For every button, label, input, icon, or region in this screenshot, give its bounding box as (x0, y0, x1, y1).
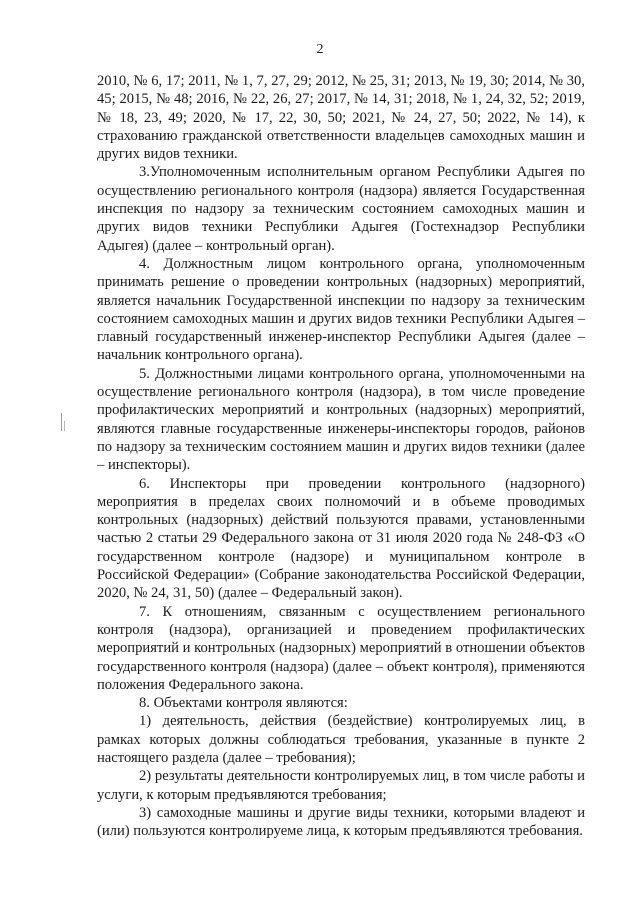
paragraph-4-official: 4. Должностным лицом контрольного органа, уполномоченным принимать решение о проведении контрольных (надзорных) мероприятий, является начальник Государственной инспекции по надзору за техническим состоянием самоходных машин и других видов техники Республики Адыгея – главный государственный инженер-инспектор Республики Адыгея (далее – начальник контрольного органа). (97, 255, 585, 364)
list-item-1: 1) деятельность, действия (бездействие) контролируемых лиц, в рамках которых должны соблюдаться требования, указанные в пункте 2 настоящего раздела (далее – требования); (97, 713, 585, 766)
list-item-2: 2) результаты деятельности контролируемых лиц, в том числе работы и услуги, к которым предъявляются требования; (97, 768, 585, 803)
paragraph-6-inspectors: 6. Инспекторы при проведении контрольного (надзорного) мероприятия в пределах своих полномочий и в объеме проводимых контрольных (надзорных) действий пользуются правами, установленными частью 2 статьи 29 Федерального закона от 31 июля 2020 года № 248-ФЗ «О государственном контроле (надзоре) и муниципальном контроле в Российской Федерации» (Собрание законодательства Российской Федерации, 2020, № 24, 31, 50) (далее – Федеральный закон). (97, 475, 585, 602)
paragraph-continuation: 2010, № 6, 17; 2011, № 1, 7, 27, 29; 2012, № 25, 31; 2013, № 19, 30; 2014, № 30, 45; 2015, № 48; 2016, № 22, 26, 27; 2017, № 14, 31; 2018, № 1, 24, 32, 52; 2019, № 18, 23, 49; 2020, № 17, 22, 30, 50; 2021, № 24, 27, 50; 2022, № 14), к страхованию гражданской ответственности владельцев самоходных машин и других видов техники. (97, 73, 585, 163)
page-number: 2 (316, 42, 324, 57)
paragraph-3-authorized-body: 3.Уполномоченным исполнительным органом Республики Адыгея по осуществлению регионального контроля (надзора) является Государственная инспекция по надзору за техническим состоянием самоходных машин и других видов техники Республики Адыгея (Гостехнадзор Республики Адыгея) (далее – контрольный орган). (97, 164, 585, 254)
paragraph-5-officials: 5. Должностными лицами контрольного органа, уполномоченными на осуществление регионального контроля (надзора), в том числе проведение профилактических мероприятий и контрольных (надзорных) мероприятий, являются главные государственные инженеры-инспекторы городов, районов по надзору за техническим состоянием машин и других видов техники (далее – инспекторы). (97, 365, 585, 474)
document-body (97, 72, 585, 840)
paragraph-7-relations: 7. К отношениям, связанным с осуществлением регионального контроля (надзора), организацией и проведением профилактических мероприятий и контрольных (надзорных) мероприятий в отношении объектов государственного контроля (надзора) (далее – объект контроля), применяются положения Федерального закона. (97, 603, 585, 693)
list-item-3: 3) самоходные машины и другие виды техники, которыми владеют и (или) пользуются контролируеме лица, к которым предъявляются требования. (97, 804, 585, 840)
paragraph-8-objects-heading: 8. Объектами контроля являются: (139, 695, 348, 712)
margin-mark (61, 413, 63, 431)
